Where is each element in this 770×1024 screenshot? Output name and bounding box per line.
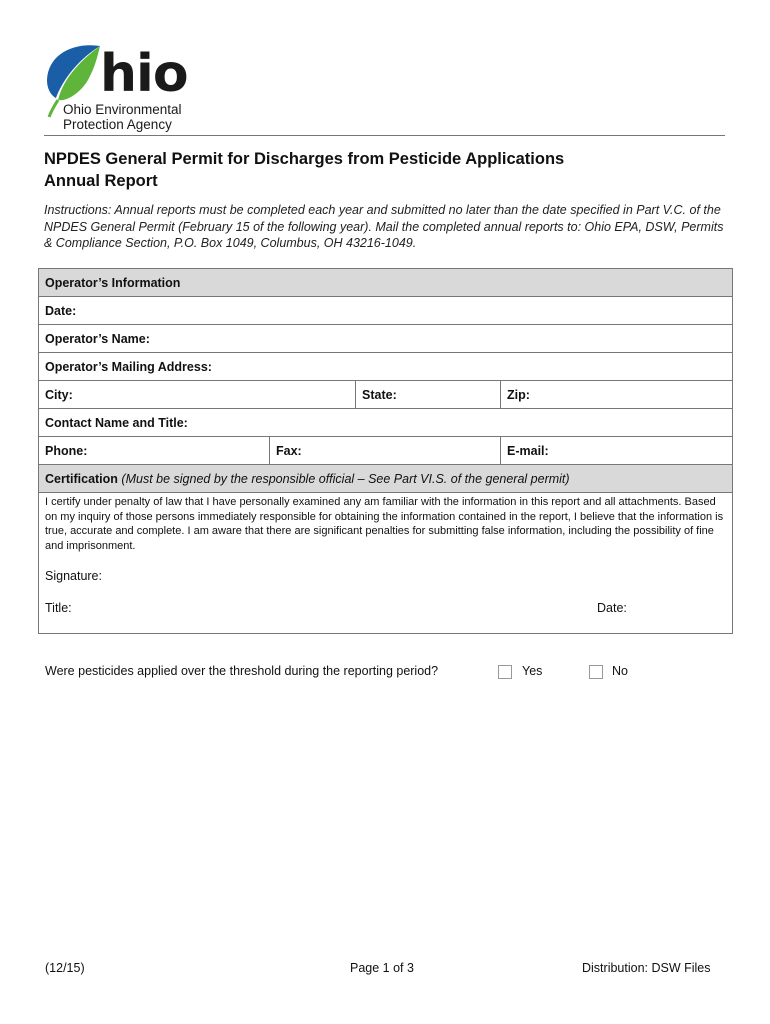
operator-info-header: Operator’s Information xyxy=(39,269,733,297)
fax-field[interactable]: Fax: xyxy=(270,437,501,465)
threshold-question: Were pesticides applied over the threshold during the reporting period? xyxy=(45,664,439,678)
logo-line2: Protection Agency xyxy=(63,117,172,132)
zip-field[interactable]: Zip: xyxy=(501,381,733,409)
ohio-epa-logo xyxy=(44,42,204,134)
yes-label: Yes xyxy=(522,664,543,678)
page-number: Page 1 of 3 xyxy=(350,961,414,975)
instructions-text: Instructions: Annual reports must be completed each year and submitted no later than the date specified in Part V.C. of the NPDES General Permit (February 15 of the following year). Mail the completed annual reports to: Ohio EPA, DSW, Permits & Compliance Section, P.O. Box 1049, Columbus, OH 43216-1049. xyxy=(44,203,724,251)
header-divider xyxy=(44,135,725,136)
certification-body xyxy=(39,493,733,634)
phone-field[interactable]: Phone: xyxy=(39,437,270,465)
page-title xyxy=(44,148,724,192)
email-field[interactable]: E-mail: xyxy=(501,437,733,465)
operator-name-field[interactable]: Operator’s Name: xyxy=(39,325,733,353)
logo-line1: Ohio Environmental xyxy=(63,102,182,117)
date-field[interactable]: Date: xyxy=(39,297,733,325)
no-checkbox[interactable] xyxy=(589,665,603,679)
certification-header xyxy=(39,465,733,493)
certification-label: Certification xyxy=(45,471,118,486)
yes-checkbox[interactable] xyxy=(498,665,512,679)
title-line1: NPDES General Permit for Discharges from Pesticide Applications xyxy=(44,150,565,168)
mailing-address-field[interactable]: Operator’s Mailing Address: xyxy=(39,353,733,381)
logo-agency-name xyxy=(63,102,182,132)
contact-name-field[interactable]: Contact Name and Title: xyxy=(39,409,733,437)
operator-info-form xyxy=(38,268,733,634)
signature-field[interactable]: Signature: xyxy=(45,569,102,583)
no-label: No xyxy=(612,664,628,678)
state-field[interactable]: State: xyxy=(356,381,501,409)
signature-date-field[interactable]: Date: xyxy=(597,601,627,615)
revision-date: (12/15) xyxy=(45,961,85,975)
title-line2: Annual Report xyxy=(44,172,158,190)
signer-title-field[interactable]: Title: xyxy=(45,601,72,615)
certification-note: (Must be signed by the responsible official – See Part VI.S. of the general permit) xyxy=(117,471,570,486)
logo-wordmark: hio xyxy=(100,44,188,104)
distribution-note: Distribution: DSW Files xyxy=(582,961,711,975)
certification-statement: I certify under penalty of law that I have personally examined any am familiar with the information in this report and all attachments. Based on my inquiry of those persons immediately responsible for obtaining the information contained in the report, I believe that the information is true, accurate and complete. I am aware that there are significant penalties for submitting false information, including the possibility of fine and imprisonment. xyxy=(45,496,724,553)
city-field[interactable]: City: xyxy=(39,381,356,409)
